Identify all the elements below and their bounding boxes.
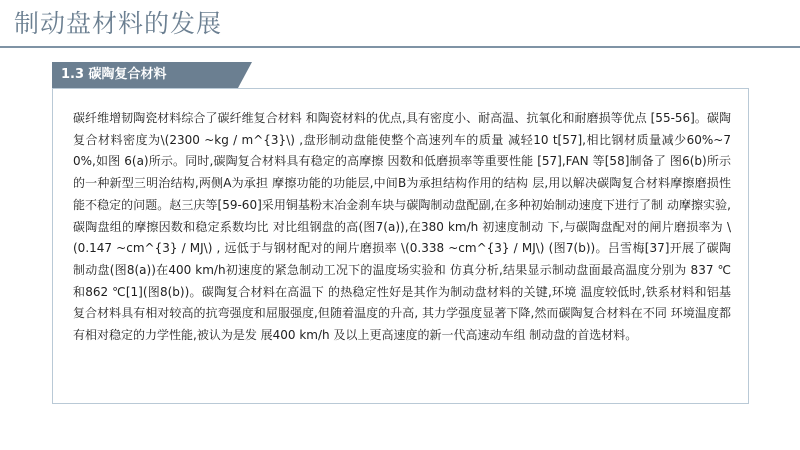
section-heading-accent: [238, 62, 252, 88]
section-heading: 1.3 碳陶复合材料: [52, 62, 238, 88]
page-title: 制动盘材料的发展: [14, 9, 223, 38]
body-paragraph: 碳纤维增韧陶瓷材料综合了碳纤维复合材料 和陶瓷材料的优点,具有密度小、耐高温、抗氧化和耐磨损等优点 [55-56]。碳陶复合材料密度为\(2300 ~kg / m^{3}\) ,盘形制动盘能使整个高速列车的质量 减轻10 t[57],相比钢材质量减少60%~70%,如图 6(a)所示。同时,碳陶复合材料具有稳定的高摩擦 因数和低磨损率等重要性能 [57],FAN 等[58]制备了 图6(b)所示的一种新型三明治结构,两侧A为承担 摩擦功能的功能层,中间B为承担结构作用的结构 层,用以解决碳陶复合材料摩擦磨损性能不稳定的问题。赵三庆等[59-60]采用铜基粉末冶金刹车块与碳陶制动盘配副,在多种初始制动速度下进行了制 动摩擦实验,碳陶盘组的摩擦因数和稳定系数均比 对比组钢盘的高(图7(a)),在380 km/h 初速度制动 下,与碳陶盘配对的闸片磨损率为 \(0.147 ~cm^{3} / MJ\) , 远低于与钢材配对的闸片磨损率 \(0.338 ~cm^{3} / MJ\) (图7(b))。吕雪梅[37]开展了碳陶制动盘(图8(a))在400 km/h初速度的紧急制动工况下的温度场实验和 仿真分析,结果显示制动盘面最高温度分别为 837 ℃和862 ℃[1](图8(b))。碳陶复合材料在高温下 的热稳定性好是其作为制动盘材料的关键,环境 温度较低时,铁系材料和铝基复合材料具有相对较高的抗弯强度和屈服强度,但随着温度的升高, 其力学强度显著下降,然而碳陶复合材料在不同 环境温度都有相对稳定的力学性能,被认为是发 展400 km/h 及以上更高速度的新一代高速动车组 制动盘的首选材料。: [73, 111, 731, 343]
title-divider: [0, 46, 800, 48]
